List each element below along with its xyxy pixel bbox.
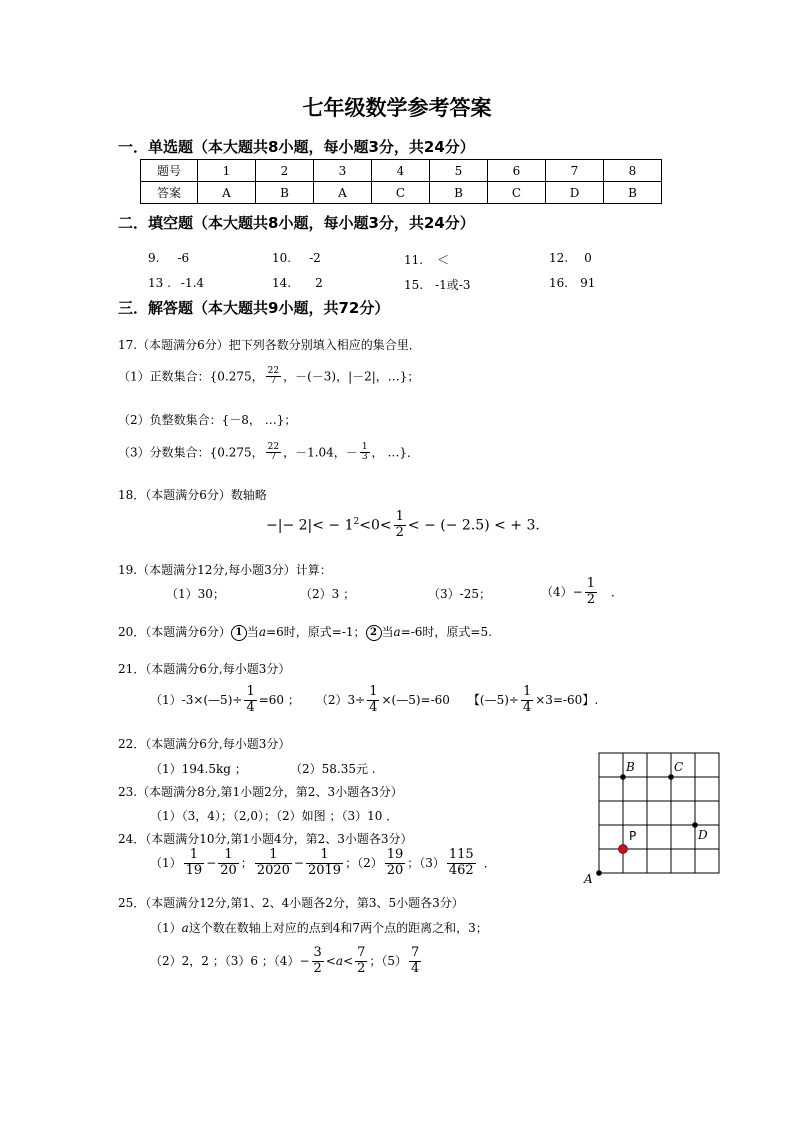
table-cell: 8 xyxy=(604,160,662,182)
label-b: B xyxy=(626,760,635,774)
denominator: 2 xyxy=(395,524,404,540)
fraction xyxy=(409,946,421,977)
text: < xyxy=(325,953,336,968)
q22-heading: 22．（本题满分6分,每小题3分） xyxy=(118,737,291,751)
numerator: 1 xyxy=(369,684,378,699)
q19-answer-2: （2）3 ； xyxy=(300,587,356,601)
table-cell: 4 xyxy=(372,160,430,182)
table-cell: C xyxy=(488,182,546,204)
fill-item-10 xyxy=(272,251,321,265)
q23-heading: 23.（本题满分8分,第1小题2分，第2、3小题各3分） xyxy=(118,785,403,799)
denominator: 2019 xyxy=(307,862,342,878)
math-text: −|− 2|< − 1 xyxy=(266,517,354,534)
text: 当 xyxy=(381,625,394,639)
numerator: 22 xyxy=(267,366,280,376)
item-number: 9. xyxy=(148,251,160,265)
section-3-heading: 三．解答题（本大题共9小题，共72分） xyxy=(118,299,390,317)
fraction xyxy=(394,510,406,541)
table-cell: D xyxy=(546,182,604,204)
label-a: A xyxy=(584,872,593,886)
fill-item-14 xyxy=(272,276,323,290)
denominator: 2020 xyxy=(256,862,290,878)
numerator: 7 xyxy=(410,945,420,960)
q21-heading: 21．（本题满分6分,每小题3分） xyxy=(118,662,291,676)
numerator: 1 xyxy=(218,848,239,864)
section-2-heading: 二．填空题（本大题共8小题，每小题3分，共24分） xyxy=(118,214,475,232)
fraction xyxy=(447,848,476,879)
text: ；（2） xyxy=(345,855,383,870)
q25-heading: 25．（本题满分12分,第1、2、4小题各2分，第3、5小题各3分） xyxy=(118,896,464,910)
text: （1）-3×(—5)÷ xyxy=(150,692,243,707)
text: =60 ； xyxy=(258,692,300,707)
numerator: 1 xyxy=(255,848,292,864)
table-row xyxy=(141,160,662,182)
fraction xyxy=(585,577,597,608)
q17-answer-3 xyxy=(118,443,419,463)
text: 20．（本题满分6分） xyxy=(118,625,231,639)
variable: a xyxy=(181,921,189,935)
table-cell: 3 xyxy=(314,160,372,182)
numerator: 115 xyxy=(448,847,474,862)
item-number: 13 . xyxy=(148,276,171,290)
q22-answer-1: （1）194.5kg ； xyxy=(150,762,247,776)
text: （3）分数集合：{0.275， xyxy=(118,445,264,460)
item-answer: 91 xyxy=(580,276,596,290)
numerator: 22 xyxy=(267,442,280,452)
variable: a xyxy=(393,625,401,639)
fraction xyxy=(385,848,406,879)
item-answer: -6 xyxy=(177,251,190,265)
denominator: 4 xyxy=(369,699,378,715)
circled-number-2: 2 xyxy=(366,625,382,641)
denominator: 2 xyxy=(357,960,366,976)
fraction xyxy=(355,946,367,977)
variable: a xyxy=(335,953,343,968)
fraction xyxy=(312,946,324,977)
label-d: D xyxy=(698,828,708,842)
text: ；（5） xyxy=(369,953,407,968)
point-b xyxy=(620,774,626,780)
q19-heading: 19.（本题满分12分,每小题3分）计算： xyxy=(118,563,332,577)
denominator: 2 xyxy=(313,960,322,976)
text: − xyxy=(206,855,217,870)
item-number: 12. xyxy=(549,251,569,265)
text: （2）2，2 ；（3）6 ；（4）− xyxy=(150,953,310,968)
table-cell: 5 xyxy=(430,160,488,182)
text: （1） xyxy=(150,921,182,935)
table-cell: 题号 xyxy=(141,160,198,182)
q20-line xyxy=(118,623,492,641)
q25-answer-2 xyxy=(150,946,423,977)
q19-answer-3: （3）-25； xyxy=(428,587,491,601)
text: ；（3） xyxy=(407,855,445,870)
q23-answer: （1）（3，4）；（2,0）；（2）如图 ；（3）10 ． xyxy=(150,809,399,823)
fraction xyxy=(521,685,533,716)
item-number: 16. xyxy=(549,276,569,290)
denominator: 7 xyxy=(270,376,277,387)
fraction xyxy=(266,443,281,463)
item-number: 11. xyxy=(404,253,424,267)
text: （4）− xyxy=(541,584,583,599)
fill-item-16 xyxy=(549,276,595,290)
math-text: < − (− 2.5) < + 3. xyxy=(407,517,540,534)
text: 这个数在数轴上对应的点到4和7两个点的距离之和，3； xyxy=(188,921,488,935)
numerator: 1 xyxy=(184,848,205,864)
q24-heading: 24．（本题满分10分,第1小题4分，第2、3小题各3分） xyxy=(118,832,413,846)
text: 【(—5)÷ xyxy=(467,692,519,707)
fraction xyxy=(360,443,370,463)
denominator: 3 xyxy=(361,452,368,463)
q19-answer-4 xyxy=(541,577,623,608)
item-number: 14. xyxy=(272,276,292,290)
item-answer: -2 xyxy=(309,251,321,265)
fraction xyxy=(266,367,281,387)
q17-heading: 17.（本题满分6分）把下列各数分别填入相应的集合里． xyxy=(118,338,421,352)
table-cell: 2 xyxy=(256,160,314,182)
item-answer: ＜ xyxy=(437,253,450,267)
q17-answer-1 xyxy=(118,367,419,387)
denominator: 20 xyxy=(220,862,237,878)
text: （1） xyxy=(150,855,182,870)
table-cell: 1 xyxy=(198,160,256,182)
text: − xyxy=(293,855,304,870)
text: =6时，原式=-1； xyxy=(266,625,366,639)
denominator: 4 xyxy=(246,699,255,715)
label-p: P xyxy=(629,829,637,843)
q18-inequality xyxy=(266,510,540,541)
numerator: 19 xyxy=(386,847,404,862)
denominator: 4 xyxy=(522,699,532,715)
point-d xyxy=(692,822,698,828)
text: ； xyxy=(240,855,253,870)
grid-lines xyxy=(599,753,719,873)
table-row xyxy=(141,182,662,204)
point-a xyxy=(596,870,602,876)
numerator: 1 xyxy=(586,576,595,591)
text: ×(—5)=-60 xyxy=(381,692,450,707)
q25-answer-1 xyxy=(150,919,488,936)
table-cell: A xyxy=(314,182,372,204)
text: =-6时，原式=5. xyxy=(400,625,492,639)
item-answer: -1或-3 xyxy=(435,278,471,292)
item-answer: 2 xyxy=(315,276,323,290)
table-cell: B xyxy=(430,182,488,204)
numerator: 1 xyxy=(522,684,532,699)
fraction xyxy=(306,848,343,879)
grid-figure xyxy=(580,748,730,888)
superscript: 2 xyxy=(353,516,360,527)
denominator: 4 xyxy=(410,960,420,976)
numerator: 1 xyxy=(306,848,343,864)
fill-item-13 xyxy=(148,276,204,290)
q21-answers xyxy=(150,685,598,716)
q17-answer-2: （2）负整数集合：{－8， …}； xyxy=(118,413,297,427)
text: ， …}． xyxy=(371,445,419,460)
q19-answer-1: （1）30； xyxy=(166,587,225,601)
fill-item-9 xyxy=(148,251,189,265)
fraction xyxy=(184,848,205,879)
numerator: 1 xyxy=(361,442,368,452)
denominator: 19 xyxy=(185,862,203,878)
fill-item-15 xyxy=(404,276,470,293)
denominator: 20 xyxy=(386,862,404,878)
variable: a xyxy=(258,625,267,639)
answer-table xyxy=(140,159,662,204)
text: < xyxy=(343,953,354,968)
table-cell: 6 xyxy=(488,160,546,182)
fraction xyxy=(255,848,292,879)
denominator: 2 xyxy=(586,591,595,607)
text: ． xyxy=(483,855,496,870)
item-number: 15. xyxy=(404,278,424,292)
page-title: 七年级数学参考答案 xyxy=(302,96,492,120)
circled-number-1: 1 xyxy=(231,625,247,641)
denominator: 7 xyxy=(270,452,277,463)
text: ×3=-60】. xyxy=(535,692,599,707)
text: ，－(－3)，|－2|，…}； xyxy=(283,369,420,384)
fraction xyxy=(218,848,239,879)
denominator: 462 xyxy=(448,862,474,878)
item-answer: 0 xyxy=(584,251,592,265)
numerator: 1 xyxy=(395,509,404,524)
numerator: 1 xyxy=(246,684,255,699)
numerator: 3 xyxy=(313,945,322,960)
table-cell: 答案 xyxy=(141,182,198,204)
label-c: C xyxy=(674,760,684,774)
text: 当 xyxy=(246,625,259,639)
table-cell: B xyxy=(604,182,662,204)
text: （1）正数集合：{0.275， xyxy=(118,369,264,384)
numerator: 7 xyxy=(357,945,366,960)
item-answer: -1.4 xyxy=(180,276,205,290)
fill-item-11 xyxy=(404,251,449,268)
fraction xyxy=(244,685,256,716)
q24-answers xyxy=(150,848,496,879)
q22-answer-2: （2）58.35元 . xyxy=(290,762,376,776)
q18-heading: 18．（本题满分6分）数轴略 xyxy=(118,488,267,502)
table-cell: C xyxy=(372,182,430,204)
point-c xyxy=(668,774,674,780)
fraction xyxy=(367,685,379,716)
table-cell: 7 xyxy=(546,160,604,182)
section-1-heading: 一．单选题（本大题共8小题，每小题3分，共24分） xyxy=(118,138,475,156)
table-cell: B xyxy=(256,182,314,204)
text: ，－1.04，－ xyxy=(283,445,358,460)
item-number: 10. xyxy=(272,251,292,265)
table-cell: A xyxy=(198,182,256,204)
text: ． xyxy=(610,584,623,599)
point-p xyxy=(619,845,628,854)
math-text: <0< xyxy=(359,517,392,534)
fill-item-12 xyxy=(549,251,592,265)
text: （2）3÷ xyxy=(315,692,366,707)
